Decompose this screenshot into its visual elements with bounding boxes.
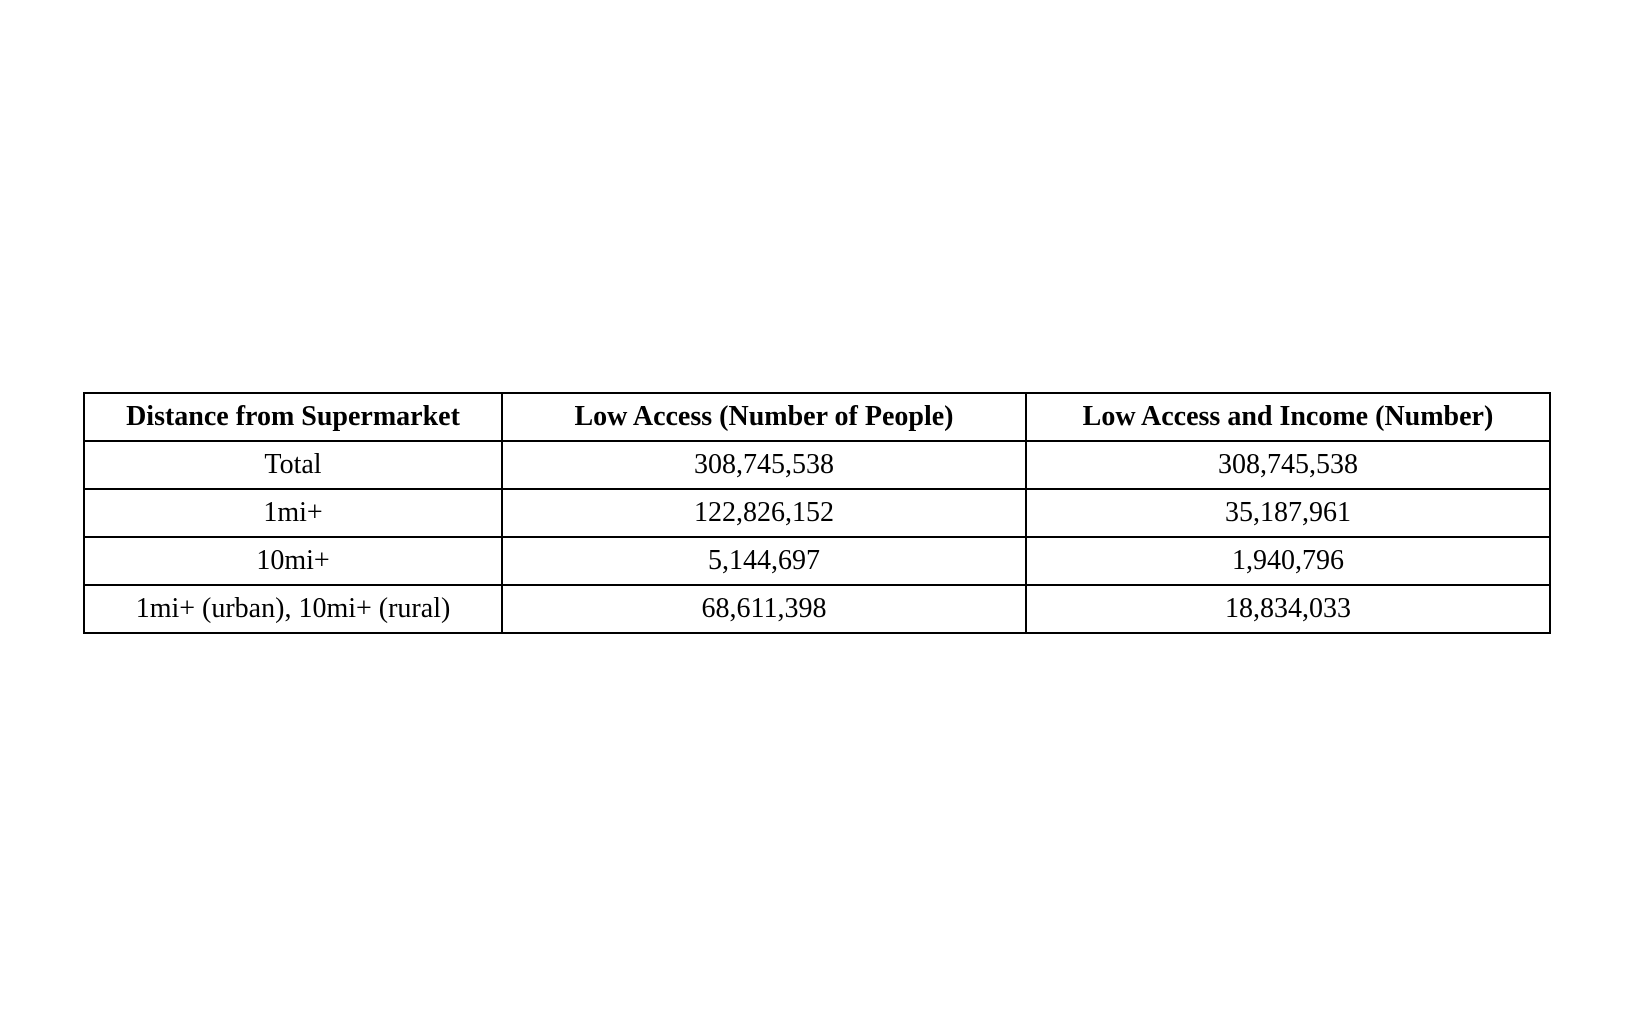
table-row — [84, 489, 1550, 537]
header-low-access-income: Low Access and Income (Number) — [1026, 393, 1550, 441]
cell-low-access: 122,826,152 — [502, 489, 1026, 537]
table-row — [84, 585, 1550, 633]
cell-low-access-income: 1,940,796 — [1026, 537, 1550, 585]
cell-low-access: 308,745,538 — [502, 441, 1026, 489]
table-row — [84, 537, 1550, 585]
table-body — [84, 441, 1550, 633]
table-row — [84, 441, 1550, 489]
header-low-access: Low Access (Number of People) — [502, 393, 1026, 441]
cell-distance: 1mi+ (urban), 10mi+ (rural) — [84, 585, 502, 633]
header-row — [84, 393, 1550, 441]
cell-distance: 1mi+ — [84, 489, 502, 537]
header-distance: Distance from Supermarket — [84, 393, 502, 441]
cell-low-access-income: 18,834,033 — [1026, 585, 1550, 633]
cell-distance: 10mi+ — [84, 537, 502, 585]
table-header — [84, 393, 1550, 441]
data-table — [83, 392, 1551, 634]
cell-low-access: 5,144,697 — [502, 537, 1026, 585]
cell-low-access-income: 308,745,538 — [1026, 441, 1550, 489]
cell-low-access: 68,611,398 — [502, 585, 1026, 633]
cell-distance: Total — [84, 441, 502, 489]
cell-low-access-income: 35,187,961 — [1026, 489, 1550, 537]
